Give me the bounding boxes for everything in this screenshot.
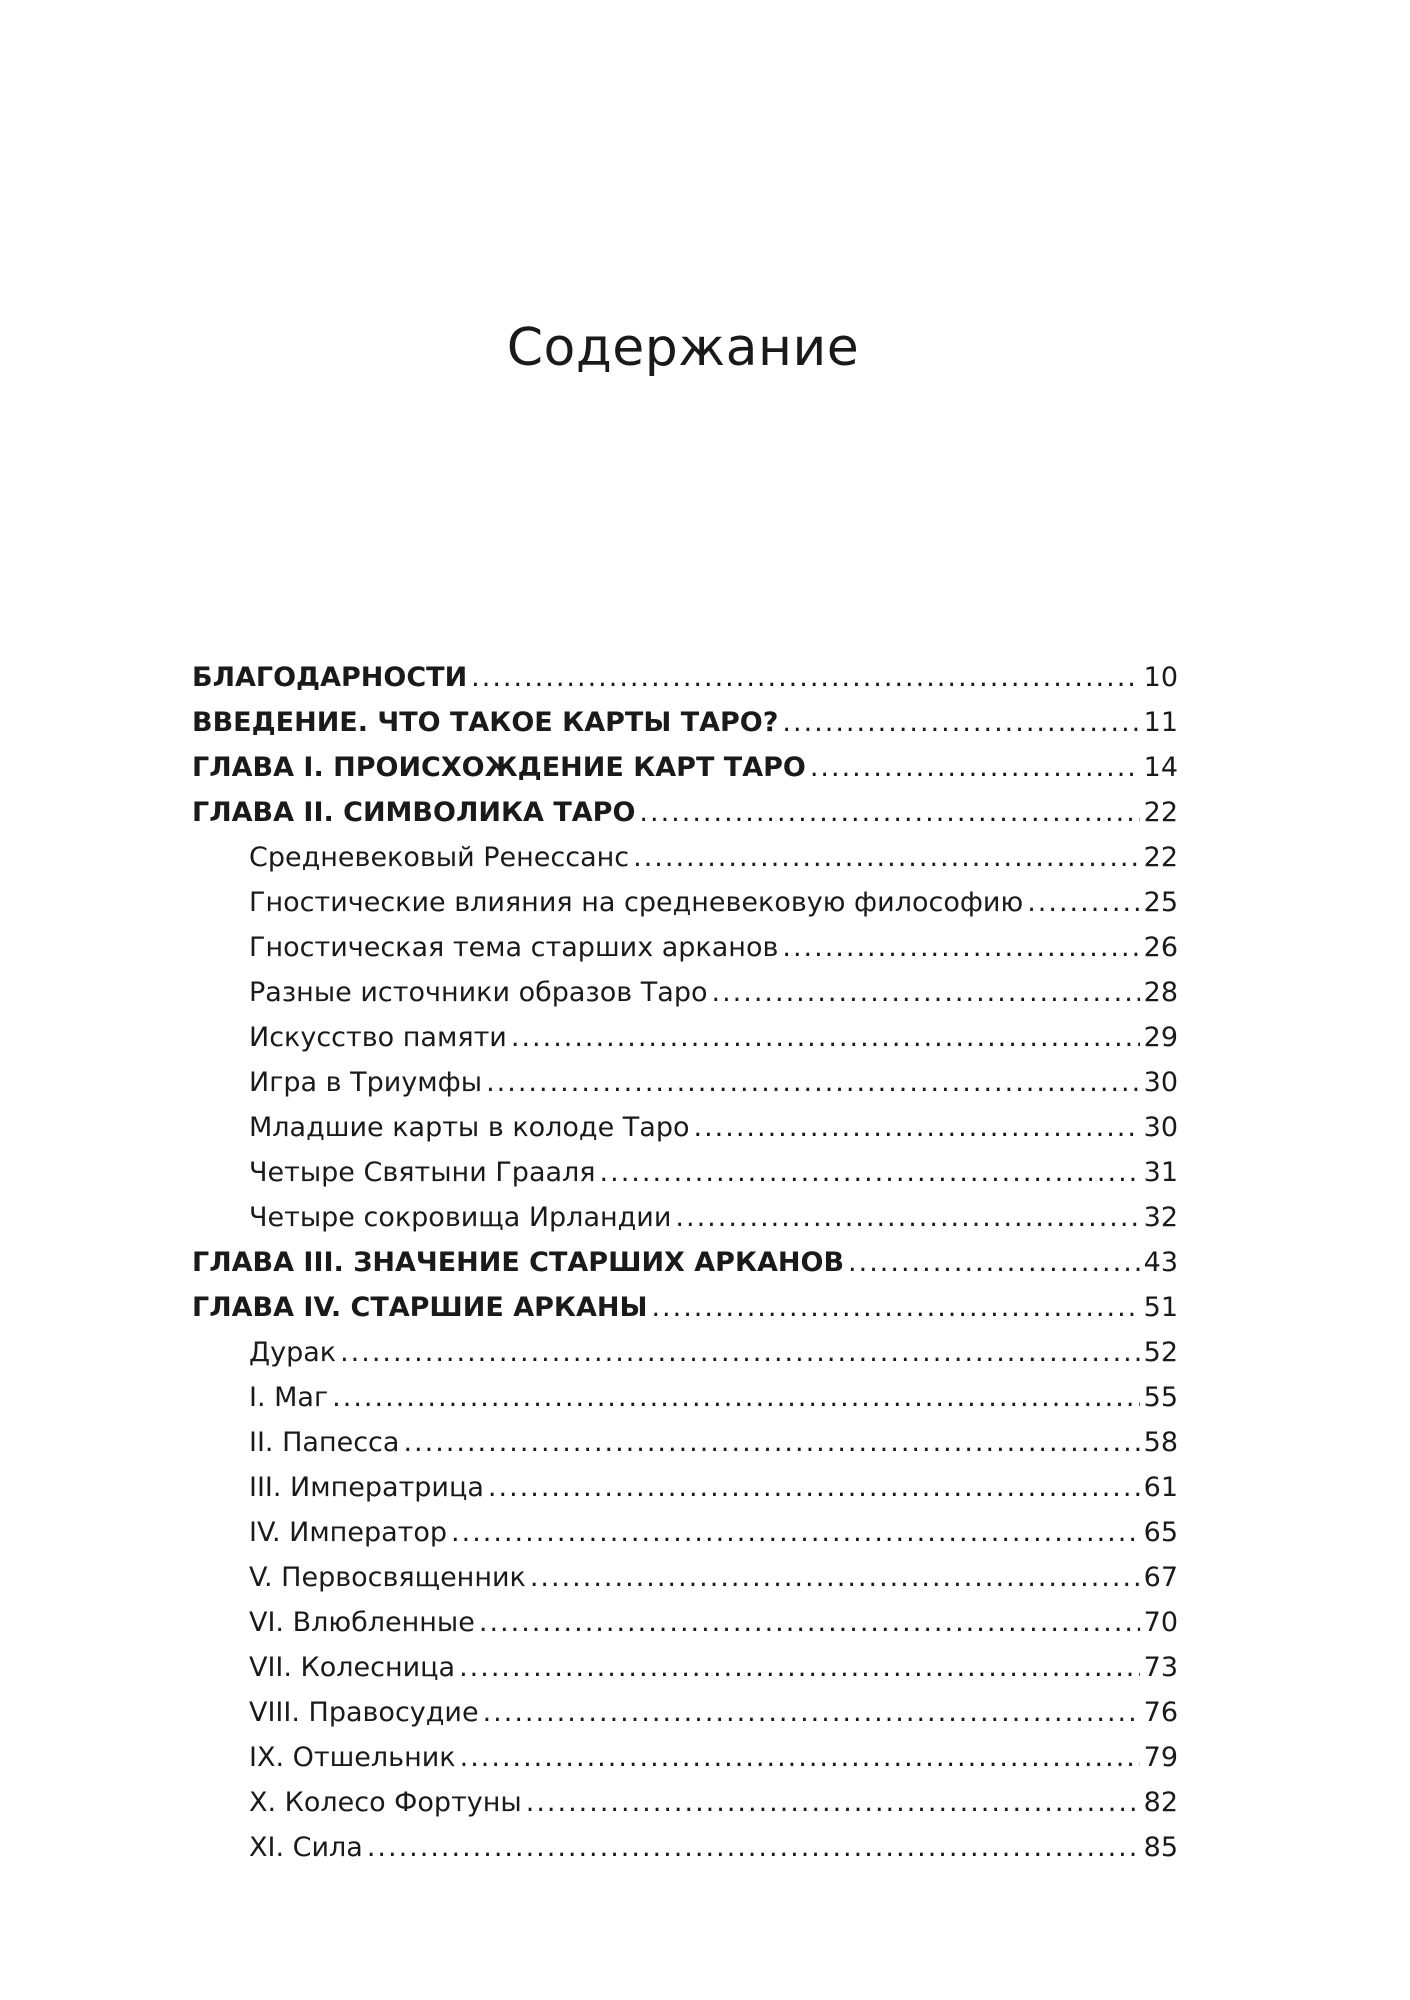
toc-entry-label: Дурак <box>249 1337 337 1368</box>
toc-dot-leader <box>651 1285 1139 1330</box>
toc-dot-leader <box>782 700 1139 745</box>
toc-entry-label: XI. Сила <box>249 1832 363 1863</box>
toc-page-number: 51 <box>1143 1292 1178 1323</box>
toc-section-entry <box>192 1150 1178 1195</box>
toc-page-number: 28 <box>1143 977 1178 1008</box>
toc-page-number: 58 <box>1143 1427 1178 1458</box>
toc-dot-leader <box>511 1015 1140 1060</box>
toc-page-number: 79 <box>1143 1742 1178 1773</box>
toc-page-number: 22 <box>1143 842 1178 873</box>
toc-section-entry <box>192 1195 1178 1240</box>
toc-dot-leader <box>451 1510 1140 1555</box>
toc-page-number: 67 <box>1143 1562 1178 1593</box>
toc-chapter-entry <box>192 655 1178 700</box>
toc-entry-label: V. Первосвященник <box>249 1562 526 1593</box>
toc-page-number: 26 <box>1143 932 1178 963</box>
toc-page-number: 30 <box>1143 1112 1178 1143</box>
toc-entry-label: III. Императрица <box>249 1472 484 1503</box>
toc-entry-label: ГЛАВА IV. СТАРШИЕ АРКАНЫ <box>192 1292 648 1323</box>
toc-page-number: 43 <box>1143 1247 1178 1278</box>
toc-page-number: 82 <box>1143 1787 1178 1818</box>
toc-entry-label: IV. Император <box>249 1517 448 1548</box>
table-of-contents <box>192 655 1178 1870</box>
toc-dot-leader <box>600 1150 1140 1195</box>
toc-entry-label: IX. Отшельник <box>249 1742 456 1773</box>
toc-chapter-entry <box>192 700 1178 745</box>
toc-entry-label: Средневековый Ренессанс <box>249 842 630 873</box>
toc-page-number: 52 <box>1143 1337 1178 1368</box>
toc-section-entry <box>192 880 1178 925</box>
toc-entry-label: I. Маг <box>249 1382 329 1413</box>
toc-dot-leader <box>483 1690 1140 1735</box>
toc-section-entry <box>192 1375 1178 1420</box>
toc-dot-leader <box>526 1780 1140 1825</box>
toc-entry-label: II. Папесса <box>249 1427 400 1458</box>
toc-entry-label: X. Колесо Фортуны <box>249 1787 522 1818</box>
toc-dot-leader <box>675 1195 1139 1240</box>
toc-chapter-entry <box>192 745 1178 790</box>
toc-entry-label: Гностические влияния на средневековую философию <box>249 887 1024 918</box>
toc-entry-label: Искусство памяти <box>249 1022 507 1053</box>
toc-section-entry <box>192 1825 1178 1870</box>
toc-page-number: 70 <box>1143 1607 1178 1638</box>
toc-section-entry <box>192 1600 1178 1645</box>
toc-dot-leader <box>712 970 1140 1015</box>
toc-dot-leader <box>782 925 1139 970</box>
toc-dot-leader <box>460 1735 1140 1780</box>
toc-section-entry <box>192 1735 1178 1780</box>
toc-page-number: 14 <box>1143 752 1178 783</box>
toc-section-entry <box>192 1015 1178 1060</box>
toc-dot-leader <box>340 1330 1140 1375</box>
toc-section-entry <box>192 1465 1178 1510</box>
toc-dot-leader <box>479 1600 1140 1645</box>
toc-dot-leader <box>471 655 1139 700</box>
toc-dot-leader <box>488 1465 1140 1510</box>
toc-page-number: 25 <box>1143 887 1178 918</box>
toc-section-entry <box>192 1690 1178 1735</box>
toc-page-number: 11 <box>1143 707 1178 738</box>
toc-section-entry <box>192 1780 1178 1825</box>
toc-entry-label: Младшие карты в колоде Таро <box>249 1112 690 1143</box>
toc-entry-label: VII. Колесница <box>249 1652 456 1683</box>
toc-section-entry <box>192 1645 1178 1690</box>
toc-dot-leader <box>332 1375 1139 1420</box>
toc-entry-label: Гностическая тема старших арканов <box>249 932 779 963</box>
toc-entry-label: Разные источники образов Таро <box>249 977 708 1008</box>
toc-dot-leader <box>848 1240 1140 1285</box>
toc-page-number: 31 <box>1143 1157 1178 1188</box>
toc-section-entry <box>192 1105 1178 1150</box>
toc-dot-leader <box>403 1420 1139 1465</box>
toc-section-entry <box>192 1555 1178 1600</box>
toc-dot-leader <box>639 790 1139 835</box>
toc-section-entry <box>192 835 1178 880</box>
toc-page-number: 10 <box>1143 662 1178 693</box>
toc-entry-label: ГЛАВА II. СИМВОЛИКА ТАРО <box>192 797 636 828</box>
toc-chapter-entry <box>192 1285 1178 1330</box>
toc-page-number: 32 <box>1143 1202 1178 1233</box>
toc-entry-label: ГЛАВА III. ЗНАЧЕНИЕ СТАРШИХ АРКАНОВ <box>192 1247 845 1278</box>
toc-page-number: 61 <box>1143 1472 1178 1503</box>
toc-section-entry <box>192 925 1178 970</box>
toc-chapter-entry <box>192 790 1178 835</box>
toc-dot-leader <box>1027 880 1139 925</box>
toc-chapter-entry <box>192 1240 1178 1285</box>
toc-page-number: 55 <box>1143 1382 1178 1413</box>
toc-section-entry <box>192 1510 1178 1555</box>
page-title: Содержание <box>506 318 860 378</box>
toc-dot-leader <box>459 1645 1140 1690</box>
toc-dot-leader <box>810 745 1140 790</box>
toc-section-entry <box>192 1420 1178 1465</box>
toc-dot-leader <box>633 835 1140 880</box>
toc-dot-leader <box>486 1060 1140 1105</box>
toc-entry-label: Четыре сокровища Ирландии <box>249 1202 672 1233</box>
toc-entry-label: VI. Влюбленные <box>249 1607 475 1638</box>
toc-entry-label: ВВЕДЕНИЕ. ЧТО ТАКОЕ КАРТЫ ТАРО? <box>192 707 779 738</box>
toc-dot-leader <box>530 1555 1140 1600</box>
toc-entry-label: VIII. Правосудие <box>249 1697 479 1728</box>
toc-section-entry <box>192 970 1178 1015</box>
toc-page-number: 65 <box>1143 1517 1178 1548</box>
toc-page-number: 30 <box>1143 1067 1178 1098</box>
toc-page-number: 85 <box>1143 1832 1178 1863</box>
toc-page-number: 73 <box>1143 1652 1178 1683</box>
toc-section-entry <box>192 1060 1178 1105</box>
toc-dot-leader <box>367 1825 1140 1870</box>
toc-page-number: 76 <box>1143 1697 1178 1728</box>
toc-entry-label: Четыре Святыни Грааля <box>249 1157 596 1188</box>
toc-page-number: 22 <box>1143 797 1178 828</box>
toc-page-number: 29 <box>1143 1022 1178 1053</box>
toc-entry-label: БЛАГОДАРНОСТИ <box>192 662 468 693</box>
toc-entry-label: ГЛАВА I. ПРОИСХОЖДЕНИЕ КАРТ ТАРО <box>192 752 806 783</box>
toc-entry-label: Игра в Триумфы <box>249 1067 483 1098</box>
toc-section-entry <box>192 1330 1178 1375</box>
toc-dot-leader <box>694 1105 1140 1150</box>
